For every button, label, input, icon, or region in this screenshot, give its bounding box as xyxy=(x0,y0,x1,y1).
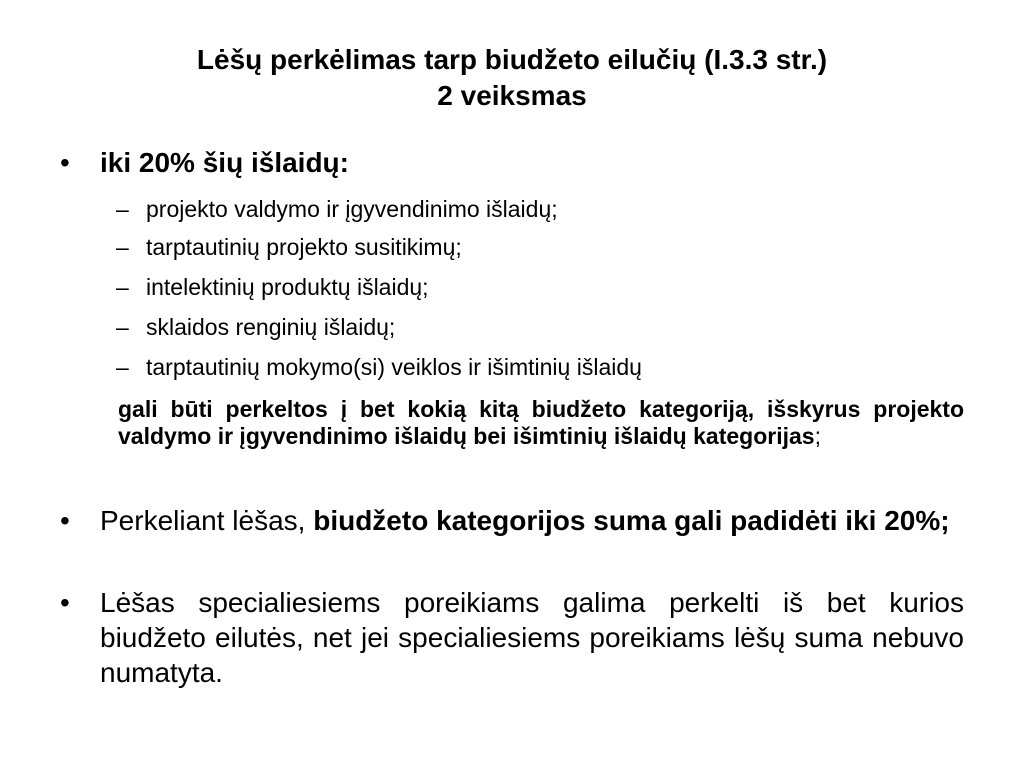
transfer-paragraph xyxy=(118,396,964,450)
sub-item xyxy=(116,232,964,262)
bullet-2-bold: biudžeto kategorijos suma gali padidėti iki 20%; xyxy=(313,505,950,536)
slide-title xyxy=(60,42,964,114)
bullet-item-3 xyxy=(60,585,964,690)
title-line-2: 2 veiksmas xyxy=(437,80,587,111)
sub-item-text: tarptautinių projekto susitikimų; xyxy=(146,234,462,260)
transfer-paragraph-end: ; xyxy=(814,423,821,449)
bullet-3-text: Lėšas specialiesiems poreikiams galima perkelti iš bet kurios biudžeto eilutės, net jei specialiesiems poreikiams lėšų suma nebuvo numatyta. xyxy=(100,587,964,688)
sub-item-text: tarptautinių mokymo(si) veiklos ir išimtinių išlaidų xyxy=(146,354,642,380)
transfer-paragraph-bold: gali būti perkeltos į bet kokią kitą biudžeto kategoriją, išskyrus projekto valdymo ir įgyvendinimo išlaidų bei išimtinių išlaidų kategorijas xyxy=(118,396,964,449)
sub-item-text: sklaidos renginių išlaidų; xyxy=(146,314,396,340)
dash-marker: – xyxy=(116,274,129,300)
bullet-dot: • xyxy=(60,147,70,178)
bullet-item-2 xyxy=(60,503,964,538)
dash-marker: – xyxy=(116,354,129,380)
bullet-2-normal: Perkeliant lėšas, xyxy=(100,505,314,536)
sub-item xyxy=(116,312,964,342)
bullet-item-1 xyxy=(60,145,964,180)
dash-marker: – xyxy=(116,314,129,340)
bullet-dot: • xyxy=(60,587,70,618)
sub-item-text: projekto valdymo ir įgyvendinimo išlaidų; xyxy=(146,196,558,222)
sub-item xyxy=(116,194,964,224)
dash-marker: – xyxy=(116,196,129,222)
bullet-1-heading: iki 20% šių išlaidų: xyxy=(100,147,349,178)
sub-item xyxy=(116,352,964,382)
sub-item-text: intelektinių produktų išlaidų; xyxy=(146,274,429,300)
dash-marker: – xyxy=(116,234,129,260)
bullet-dot: • xyxy=(60,505,70,536)
sub-item xyxy=(116,272,964,302)
title-line-1: Lėšų perkėlimas tarp biudžeto eilučių (I.3.3 str.) xyxy=(196,44,828,75)
